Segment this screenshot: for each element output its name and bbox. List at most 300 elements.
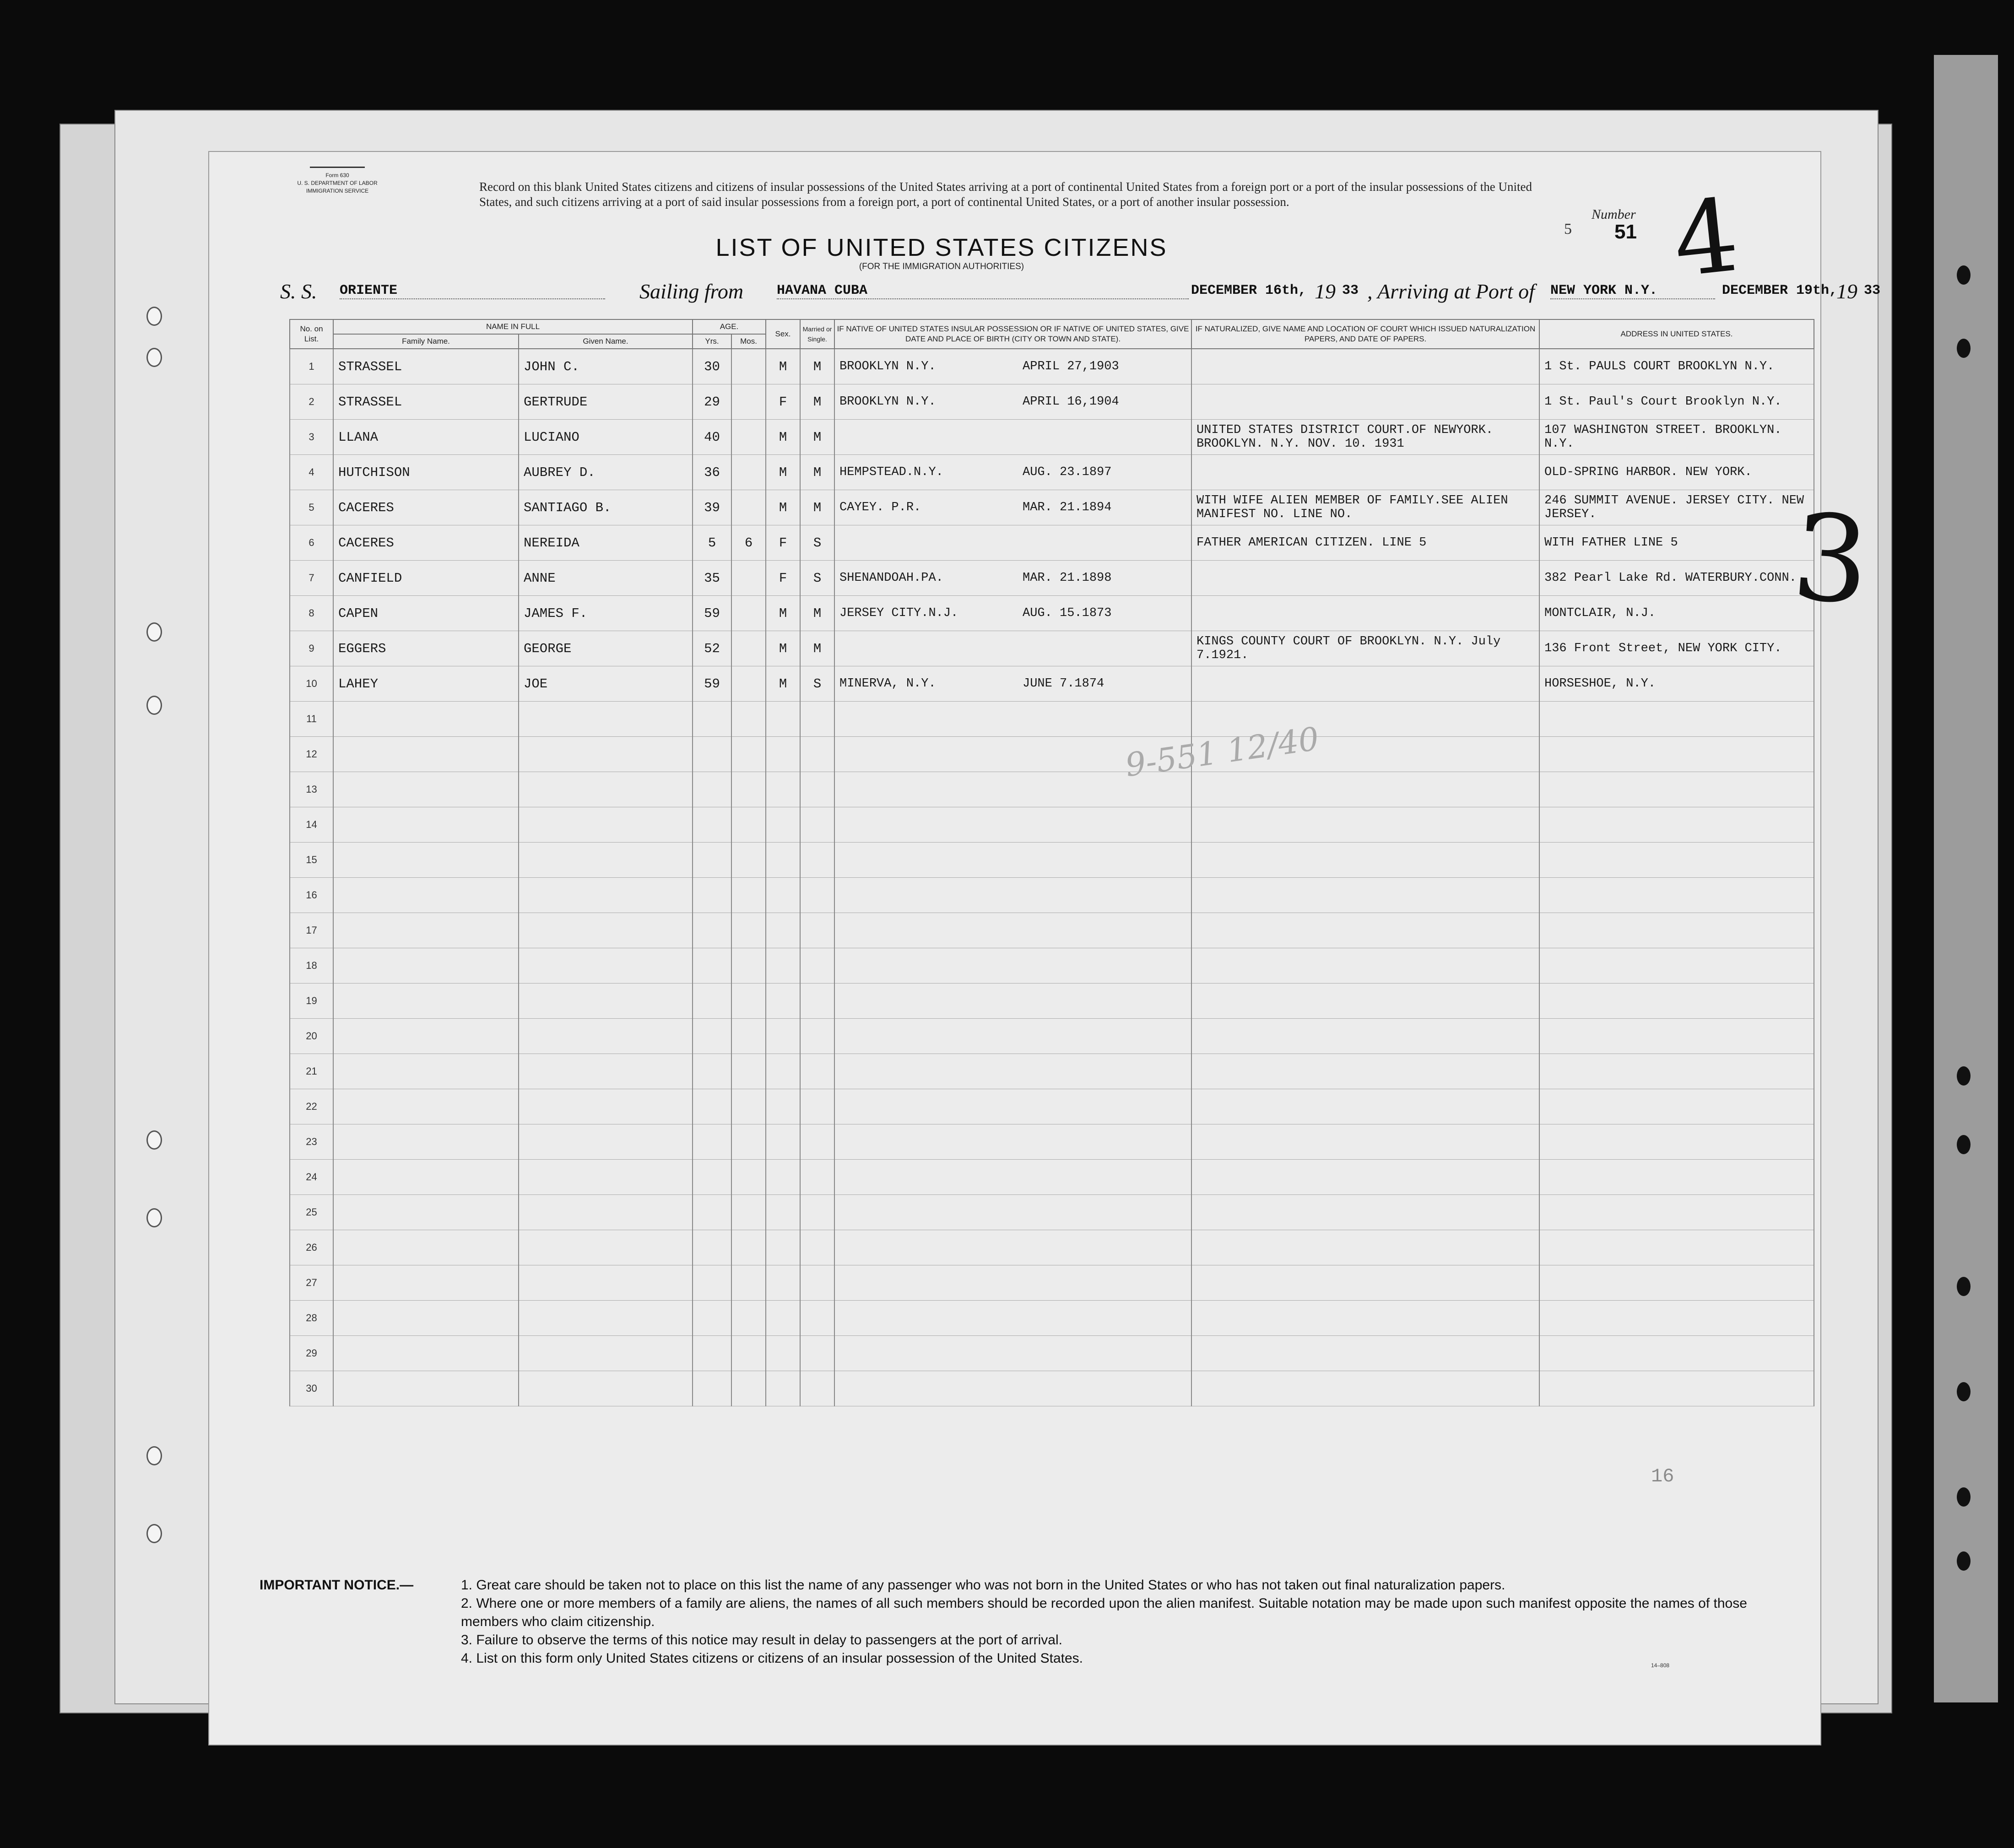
birth-info	[834, 948, 1191, 983]
address	[1539, 1160, 1814, 1195]
age-months	[731, 596, 766, 631]
age-months	[731, 455, 766, 490]
family-name	[333, 1195, 519, 1230]
punch-hole	[146, 1446, 162, 1465]
birth-date: JUNE 7.1874	[1023, 677, 1104, 691]
naturalization	[1191, 772, 1539, 807]
year-prefix-2: 19	[1836, 280, 1857, 303]
table-row	[290, 1160, 1814, 1195]
row-number: 9	[290, 631, 333, 666]
table-row	[290, 420, 1814, 455]
row-number: 28	[290, 1301, 333, 1336]
age-months	[731, 1195, 766, 1230]
age-months	[731, 490, 766, 525]
marital-status	[800, 807, 834, 843]
age-months	[731, 384, 766, 420]
family-name	[333, 1230, 519, 1265]
given-name	[519, 772, 693, 807]
sex: F	[766, 561, 800, 596]
family-name: STRASSEL	[333, 384, 519, 420]
age-months	[731, 737, 766, 772]
address	[1539, 1054, 1814, 1089]
table-row	[290, 666, 1814, 702]
family-name	[333, 843, 519, 878]
age-months	[731, 1160, 766, 1195]
birth-info	[834, 1054, 1191, 1089]
sex	[766, 1336, 800, 1371]
header-years: Yrs.	[693, 334, 731, 349]
departure-port: HAVANA CUBA	[777, 283, 1189, 299]
birth-info	[834, 1019, 1191, 1054]
given-name	[519, 702, 693, 737]
given-name	[519, 1230, 693, 1265]
age-years	[693, 1265, 731, 1301]
birth-info	[834, 913, 1191, 948]
marital-status: M	[800, 455, 834, 490]
row-number: 22	[290, 1089, 333, 1124]
birth-date: MAR. 21.1898	[1023, 571, 1112, 585]
sex	[766, 772, 800, 807]
address	[1539, 1195, 1814, 1230]
sex: M	[766, 666, 800, 702]
naturalization	[1191, 1054, 1539, 1089]
birth-info	[834, 1124, 1191, 1160]
marital-status	[800, 737, 834, 772]
age-months: 6	[731, 525, 766, 561]
sex	[766, 843, 800, 878]
family-name: HUTCHISON	[333, 455, 519, 490]
address: 1 St. PAULS COURT BROOKLYN N.Y.	[1539, 349, 1814, 384]
row-number: 5	[290, 490, 333, 525]
birth-place: JERSEY CITY.N.J.	[839, 606, 958, 620]
table-row	[290, 384, 1814, 420]
age-years: 5	[693, 525, 731, 561]
age-years	[693, 772, 731, 807]
table-row	[290, 1195, 1814, 1230]
address: MONTCLAIR, N.J.	[1539, 596, 1814, 631]
notice-item: 1. Great care should be taken not to place on this list the name of any passenger who was not born in the United States or who has not taken out final naturalization papers.	[461, 1578, 1505, 1593]
table-row	[290, 1371, 1814, 1406]
table-row	[290, 983, 1814, 1019]
form-identifier	[273, 167, 401, 195]
row-number: 18	[290, 948, 333, 983]
birth-place: HEMPSTEAD.N.Y.	[839, 465, 943, 479]
given-name	[519, 1124, 693, 1160]
sex	[766, 983, 800, 1019]
naturalization	[1191, 455, 1539, 490]
sex: F	[766, 525, 800, 561]
sex: M	[766, 420, 800, 455]
given-name	[519, 843, 693, 878]
family-name	[333, 1371, 519, 1406]
sex: M	[766, 490, 800, 525]
sex	[766, 1054, 800, 1089]
birth-place: BROOKLYN N.Y.	[839, 360, 936, 373]
naturalization	[1191, 983, 1539, 1019]
passenger-table	[289, 319, 1814, 1406]
address	[1539, 1336, 1814, 1371]
sex	[766, 1371, 800, 1406]
age-years	[693, 1371, 731, 1406]
naturalization	[1191, 1265, 1539, 1301]
marital-status	[800, 1265, 834, 1301]
naturalization	[1191, 1336, 1539, 1371]
age-years	[693, 1019, 731, 1054]
birth-info	[834, 1230, 1191, 1265]
naturalization	[1191, 666, 1539, 702]
family-name	[333, 737, 519, 772]
manifest-sheet	[208, 151, 1881, 1745]
given-name: AUBREY D.	[519, 455, 693, 490]
address	[1539, 772, 1814, 807]
age-months	[731, 1336, 766, 1371]
marital-status: S	[800, 561, 834, 596]
sex	[766, 1124, 800, 1160]
age-years: 30	[693, 349, 731, 384]
birth-info	[834, 349, 1191, 384]
birth-info	[834, 1160, 1191, 1195]
age-months	[731, 843, 766, 878]
table-row	[290, 1336, 1814, 1371]
header-birth: IF NATIVE OF UNITED STATES INSULAR POSSESSION OR IF NATIVE OF UNITED STATES, GIVE DATE AND PLACE OF BIRTH (CITY OR TOWN AND STATE).	[834, 319, 1191, 349]
punch-hole	[146, 622, 162, 642]
address	[1539, 1371, 1814, 1406]
given-name	[519, 948, 693, 983]
age-years	[693, 737, 731, 772]
table-row	[290, 455, 1814, 490]
address	[1539, 1089, 1814, 1124]
sex	[766, 1265, 800, 1301]
age-months	[731, 1019, 766, 1054]
header-family-name: Family Name.	[333, 334, 519, 349]
birth-info	[834, 1265, 1191, 1301]
marital-status	[800, 948, 834, 983]
row-number: 27	[290, 1265, 333, 1301]
birth-place: MINERVA, N.Y.	[839, 677, 936, 691]
row-number: 4	[290, 455, 333, 490]
age-years	[693, 1160, 731, 1195]
header-no: No. on List.	[290, 319, 333, 349]
family-name	[333, 1019, 519, 1054]
sex	[766, 913, 800, 948]
naturalization	[1191, 1301, 1539, 1336]
marital-status	[800, 1089, 834, 1124]
row-number: 25	[290, 1195, 333, 1230]
address: 107 WASHINGTON STREET. BROOKLYN. N.Y.	[1539, 420, 1814, 455]
marital-status: M	[800, 631, 834, 666]
number-prefix: 5	[1564, 221, 1572, 238]
age-years: 59	[693, 666, 731, 702]
row-number: 8	[290, 596, 333, 631]
address	[1539, 1230, 1814, 1265]
table-row	[290, 948, 1814, 983]
punch-hole	[146, 1524, 162, 1543]
address	[1539, 737, 1814, 772]
naturalization	[1191, 878, 1539, 913]
passenger-table-wrap	[289, 319, 1814, 1523]
marital-status	[800, 702, 834, 737]
address: OLD-SPRING HARBOR. NEW YORK.	[1539, 455, 1814, 490]
sex	[766, 1195, 800, 1230]
naturalization	[1191, 1089, 1539, 1124]
address: HORSESHOE, N.Y.	[1539, 666, 1814, 702]
family-name	[333, 1160, 519, 1195]
address	[1539, 702, 1814, 737]
age-months	[731, 983, 766, 1019]
header-given-name: Given Name.	[519, 334, 693, 349]
marital-status	[800, 913, 834, 948]
given-name: ANNE	[519, 561, 693, 596]
naturalization	[1191, 948, 1539, 983]
age-months	[731, 631, 766, 666]
address: 136 Front Street, NEW YORK CITY.	[1539, 631, 1814, 666]
marital-status: M	[800, 420, 834, 455]
header-naturalized: IF NATURALIZED, GIVE NAME AND LOCATION OF COURT WHICH ISSUED NATURALIZATION PAPERS, AND DATE OF PAPERS.	[1191, 319, 1539, 349]
family-name	[333, 1265, 519, 1301]
family-name: LAHEY	[333, 666, 519, 702]
given-name	[519, 1336, 693, 1371]
sex: M	[766, 596, 800, 631]
ship-name: ORIENTE	[340, 283, 605, 299]
birth-info	[834, 561, 1191, 596]
birth-date: AUG. 23.1897	[1023, 465, 1112, 479]
given-name: JAMES F.	[519, 596, 693, 631]
sex	[766, 702, 800, 737]
naturalization	[1191, 807, 1539, 843]
given-name: GEORGE	[519, 631, 693, 666]
age-months	[731, 1089, 766, 1124]
naturalization	[1191, 1371, 1539, 1406]
address	[1539, 807, 1814, 843]
family-name	[333, 807, 519, 843]
marital-status: M	[800, 349, 834, 384]
given-name: LUCIANO	[519, 420, 693, 455]
table-row	[290, 1265, 1814, 1301]
family-name	[333, 878, 519, 913]
sailing-label: Sailing from	[639, 280, 744, 303]
marital-status: S	[800, 525, 834, 561]
birth-info	[834, 1089, 1191, 1124]
age-months	[731, 878, 766, 913]
table-row	[290, 1089, 1814, 1124]
row-number: 19	[290, 983, 333, 1019]
table-row	[290, 1124, 1814, 1160]
punch-hole	[146, 1208, 162, 1227]
row-number: 13	[290, 772, 333, 807]
age-years: 52	[693, 631, 731, 666]
naturalization	[1191, 384, 1539, 420]
marital-status: M	[800, 384, 834, 420]
age-months	[731, 1265, 766, 1301]
age-years	[693, 913, 731, 948]
age-months	[731, 772, 766, 807]
given-name	[519, 807, 693, 843]
table-row	[290, 807, 1814, 843]
marital-status	[800, 1054, 834, 1089]
age-years	[693, 807, 731, 843]
age-months	[731, 1371, 766, 1406]
age-years	[693, 1336, 731, 1371]
sex	[766, 1230, 800, 1265]
row-number: 21	[290, 1054, 333, 1089]
ss-label: S. S.	[280, 280, 317, 303]
marital-status	[800, 1160, 834, 1195]
arriving-label: , Arriving at Port of	[1367, 280, 1535, 303]
row-number: 14	[290, 807, 333, 843]
family-name	[333, 772, 519, 807]
table-row	[290, 772, 1814, 807]
header-address: ADDRESS IN UNITED STATES.	[1539, 319, 1814, 349]
age-years	[693, 983, 731, 1019]
address	[1539, 983, 1814, 1019]
marital-status	[800, 1195, 834, 1230]
family-name	[333, 1301, 519, 1336]
notice-item: 2. Where one or more members of a family are aliens, the names of all such members should be recorded upon the alien manifest. Suitable notation may be made upon such manifest opposite the names of those members who claim citizenship.	[461, 1596, 1747, 1629]
birth-info	[834, 843, 1191, 878]
family-name: CAPEN	[333, 596, 519, 631]
header-months: Mos.	[731, 334, 766, 349]
naturalization	[1191, 1230, 1539, 1265]
birth-info	[834, 455, 1191, 490]
age-years	[693, 1089, 731, 1124]
address	[1539, 913, 1814, 948]
page-subtitle: (FOR THE IMMIGRATION AUTHORITIES)	[859, 262, 1024, 271]
age-years	[693, 1054, 731, 1089]
age-years	[693, 1301, 731, 1336]
birth-place: CAYEY. P.R.	[839, 501, 921, 514]
address	[1539, 1301, 1814, 1336]
arrival-year: 33	[1864, 283, 1881, 298]
voyage-line	[280, 279, 1881, 307]
address	[1539, 878, 1814, 913]
table-row	[290, 843, 1814, 878]
age-months	[731, 948, 766, 983]
family-name	[333, 1089, 519, 1124]
row-number: 1	[290, 349, 333, 384]
address	[1539, 1124, 1814, 1160]
number-label: Number	[1592, 207, 1636, 222]
row-number: 7	[290, 561, 333, 596]
row-number: 2	[290, 384, 333, 420]
header-sex: Sex.	[766, 319, 800, 349]
given-name	[519, 1301, 693, 1336]
service: IMMIGRATION SERVICE	[306, 188, 369, 194]
row-number: 10	[290, 666, 333, 702]
naturalization	[1191, 1124, 1539, 1160]
birth-info	[834, 878, 1191, 913]
age-years: 29	[693, 384, 731, 420]
passenger-rows	[290, 349, 1814, 1406]
age-years	[693, 702, 731, 737]
given-name: SANTIAGO B.	[519, 490, 693, 525]
birth-info	[834, 596, 1191, 631]
birth-info	[834, 631, 1191, 666]
age-years: 59	[693, 596, 731, 631]
given-name	[519, 913, 693, 948]
table-row	[290, 561, 1814, 596]
marital-status	[800, 1371, 834, 1406]
sex	[766, 948, 800, 983]
sex	[766, 807, 800, 843]
handwritten-page-number: 4	[1668, 176, 1744, 300]
department: U. S. DEPARTMENT OF LABOR	[297, 180, 378, 186]
naturalization: WITH WIFE ALIEN MEMBER OF FAMILY.SEE ALIEN MANIFEST NO. LINE NO.	[1191, 490, 1539, 525]
departure-date: DECEMBER 16th,	[1191, 283, 1307, 298]
arrival-port: NEW YORK N.Y.	[1550, 283, 1715, 299]
table-row	[290, 490, 1814, 525]
age-months	[731, 1301, 766, 1336]
birth-place: BROOKLYN N.Y.	[839, 395, 936, 409]
age-months	[731, 349, 766, 384]
table-row	[290, 1054, 1814, 1089]
row-number: 24	[290, 1160, 333, 1195]
age-years: 35	[693, 561, 731, 596]
given-name: NEREIDA	[519, 525, 693, 561]
birth-place: SHENANDOAH.PA.	[839, 571, 943, 585]
naturalization: FATHER AMERICAN CITIZEN. LINE 5	[1191, 525, 1539, 561]
row-number: 23	[290, 1124, 333, 1160]
given-name	[519, 983, 693, 1019]
family-name	[333, 1336, 519, 1371]
year-prefix-1: 19	[1315, 280, 1336, 303]
table-row	[290, 631, 1814, 666]
age-months	[731, 1054, 766, 1089]
header-age: AGE.	[693, 319, 766, 334]
address: 382 Pearl Lake Rd. WATERBURY.CONN.	[1539, 561, 1814, 596]
page-title: LIST OF UNITED STATES CITIZENS	[715, 234, 1168, 261]
age-months	[731, 420, 766, 455]
age-years: 39	[693, 490, 731, 525]
given-name: JOHN C.	[519, 349, 693, 384]
birth-info	[834, 807, 1191, 843]
row-number: 15	[290, 843, 333, 878]
family-name: STRASSEL	[333, 349, 519, 384]
page-stamp: 16	[1651, 1465, 1674, 1487]
sex	[766, 1089, 800, 1124]
naturalization	[1191, 913, 1539, 948]
table-row	[290, 737, 1814, 772]
address: WITH FATHER LINE 5	[1539, 525, 1814, 561]
given-name	[519, 1160, 693, 1195]
age-months	[731, 561, 766, 596]
form-code: 14–808	[1651, 1662, 1670, 1669]
naturalization: UNITED STATES DISTRICT COURT.OF NEWYORK. BROOKLYN. N.Y. NOV. 10. 1931	[1191, 420, 1539, 455]
address	[1539, 948, 1814, 983]
table-row	[290, 1019, 1814, 1054]
table-row	[290, 1230, 1814, 1265]
birth-info	[834, 666, 1191, 702]
row-number: 20	[290, 1019, 333, 1054]
birth-date: MAR. 21.1894	[1023, 501, 1112, 514]
age-years	[693, 1230, 731, 1265]
age-years	[693, 843, 731, 878]
row-number: 3	[290, 420, 333, 455]
marital-status	[800, 1230, 834, 1265]
record-instructions: Record on this blank United States citizens and citizens of insular possessions of the United States arriving at a port of continental United States from a foreign port or a port of the insular possessions of the United States, and such citizens arriving at a port of said insular possessions from a foreign port, a port of continental United States, or a port of another insular possession.	[479, 180, 1532, 209]
marital-status	[800, 772, 834, 807]
sex: M	[766, 631, 800, 666]
arrival-date: DECEMBER 19th,	[1722, 283, 1838, 298]
family-name	[333, 1124, 519, 1160]
birth-info	[834, 983, 1191, 1019]
punch-hole	[146, 1130, 162, 1150]
notice-item: 4. List on this form only United States citizens or citizens of an insular possession of the United States.	[461, 1651, 1083, 1666]
family-name: CACERES	[333, 525, 519, 561]
given-name	[519, 1195, 693, 1230]
family-name	[333, 913, 519, 948]
sex	[766, 737, 800, 772]
age-months	[731, 807, 766, 843]
